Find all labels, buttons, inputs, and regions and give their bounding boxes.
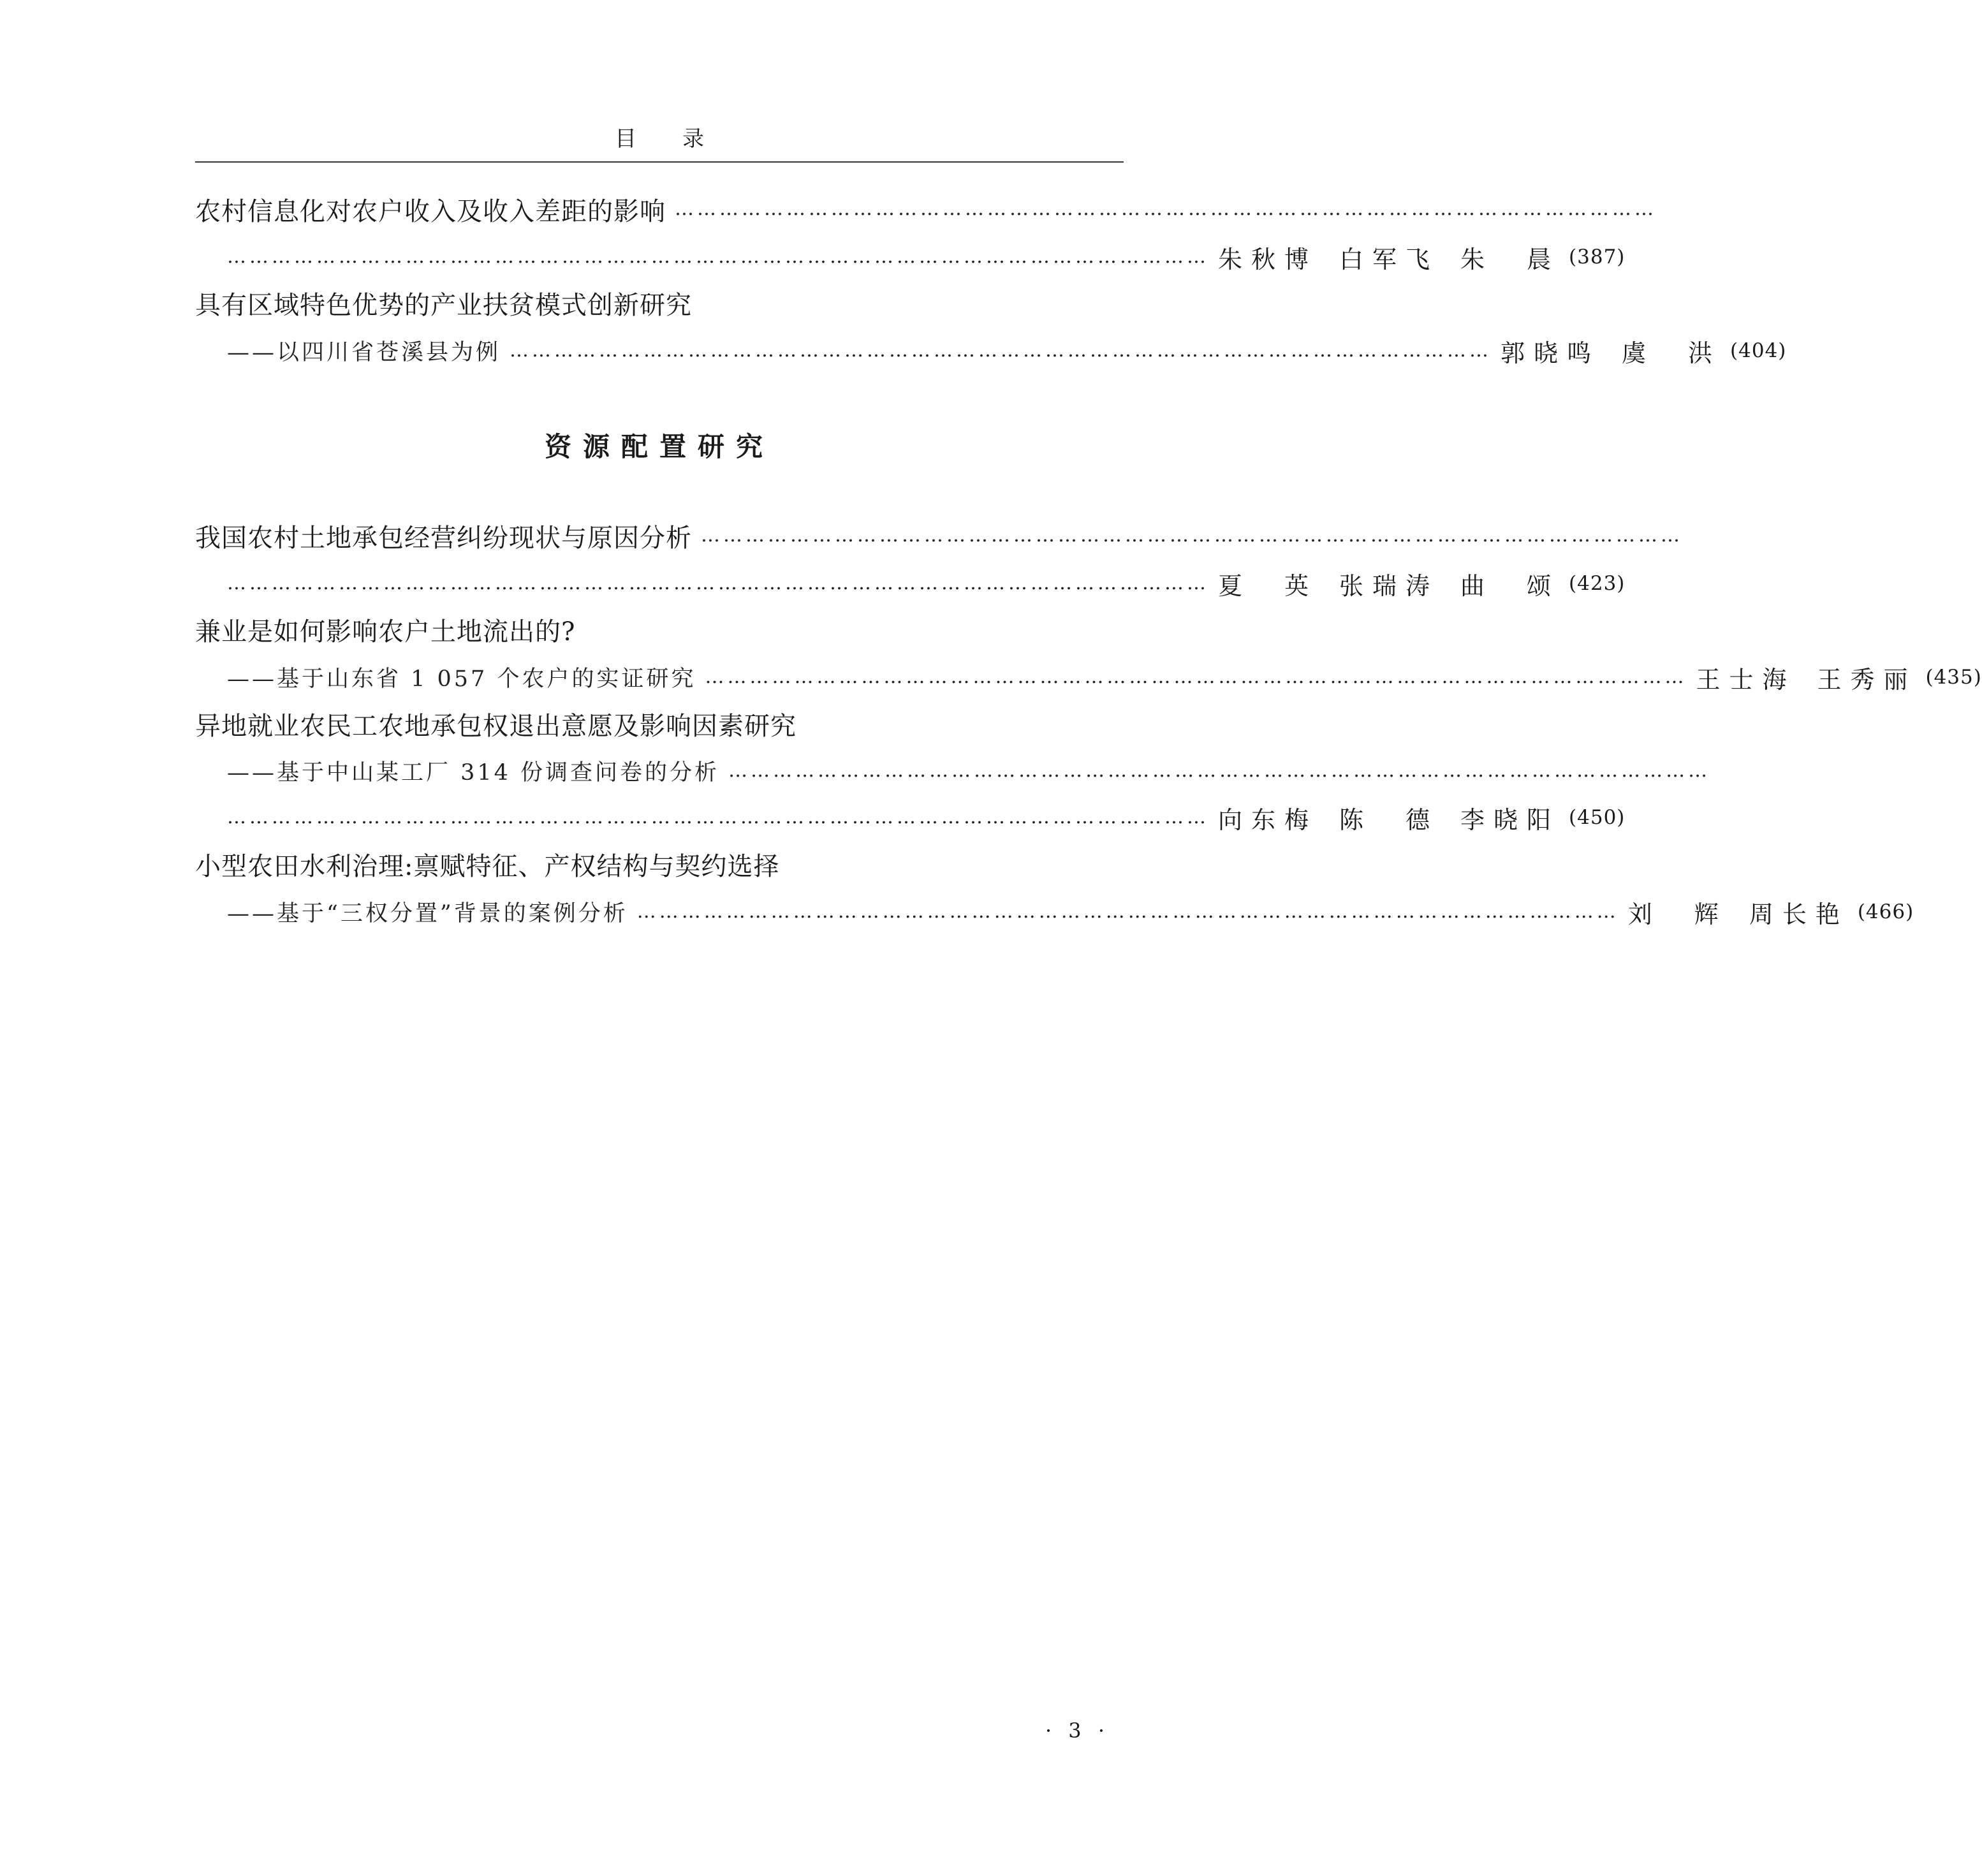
toc-entry-title[interactable] (195, 287, 1124, 319)
dot-leader: …………………………………………………………………………………………………………………… (227, 245, 1209, 268)
entry-title[interactable]: 兼业是如何影响农户土地流出的? (195, 617, 576, 647)
entry-page-number[interactable]: (450) (1569, 806, 1626, 829)
entry-title[interactable]: 农村信息化对农户收入及收入差距的影响 (195, 196, 666, 226)
dot-leader: …………………………………………………………………………………………………………………… (510, 339, 1492, 362)
entry-authors (1696, 660, 1916, 695)
toc-entry-title[interactable] (195, 193, 1657, 226)
entry-authors (1218, 240, 1560, 275)
dot-leader: …………………………………………………………………………………………………………………… (227, 572, 1209, 594)
entry-subtitle: ——基于山东省 1 057 个农户的实证研究 (227, 666, 696, 692)
toc-entry-title[interactable] (195, 613, 1124, 645)
header-rule (195, 161, 1124, 163)
entry-page-number[interactable]: (435) (1925, 666, 1982, 689)
entry-subtitle: ——基于中山某工厂 314 份调查问卷的分析 (227, 760, 720, 786)
entry-authors (1218, 566, 1560, 601)
author: 陈 德 (1339, 805, 1439, 834)
section-title: 资源配置研究 (544, 431, 774, 462)
toc-entry-meta (195, 335, 1787, 367)
entry-title[interactable]: 小型农田水利治理:禀赋特征、产权结构与契约选择 (195, 851, 780, 881)
entry-title[interactable]: 我国农村土地承包经营纠纷现状与原因分析 (195, 523, 692, 553)
toc-entry-meta (195, 241, 1626, 274)
author: 朱 晨 (1460, 245, 1560, 274)
entry-page-number[interactable]: (466) (1857, 900, 1914, 923)
header-char-1: 目 (615, 126, 636, 152)
page-number: · 3 · (1045, 1718, 1110, 1743)
toc-entry-title[interactable] (195, 520, 1683, 553)
author: 夏 英 (1218, 571, 1318, 600)
dot-leader: …………………………………………………………………………………………………………………… (636, 900, 1619, 923)
dot-leader: …………………………………………………………………………………………………………………… (227, 806, 1209, 828)
dot-leader: …………………………………………………………………………………………………………………… (701, 524, 1683, 546)
author: 李晓阳 (1460, 805, 1560, 834)
entry-page-number[interactable]: (404) (1730, 339, 1787, 362)
author: 郭晓鸣 (1501, 339, 1601, 367)
author: 王士海 (1696, 665, 1796, 694)
toc-entry-meta (195, 802, 1626, 834)
toc-entry-title[interactable] (195, 708, 1124, 740)
dot-leader: …………………………………………………………………………………………………………………… (728, 759, 1711, 782)
author: 朱秋博 (1218, 245, 1318, 274)
entry-authors (1218, 800, 1560, 835)
author: 曲 颂 (1460, 571, 1560, 600)
author: 向东梅 (1218, 805, 1318, 834)
entry-title[interactable]: 异地就业农民工农地承包权退出意愿及影响因素研究 (195, 711, 796, 741)
entry-authors (1501, 333, 1721, 369)
author: 周长艳 (1749, 900, 1849, 928)
running-header (195, 121, 1124, 152)
author: 白军飞 (1339, 245, 1439, 274)
dot-leader: …………………………………………………………………………………………………………………… (675, 198, 1657, 220)
author: 张瑞涛 (1339, 571, 1439, 600)
entry-title[interactable]: 具有区域特色优势的产业扶贫模式创新研究 (195, 290, 692, 320)
author: 刘 辉 (1627, 900, 1728, 928)
entry-page-number[interactable]: (387) (1569, 245, 1626, 268)
dot-leader: …………………………………………………………………………………………………………………… (705, 666, 1687, 688)
toc-entry-meta (195, 661, 1982, 694)
entry-subtitle: ——以四川省苍溪县为例 (227, 340, 501, 365)
entry-authors (1628, 895, 1849, 930)
entry-subtitle: ——基于“三权分置”背景的案例分析 (227, 901, 628, 927)
toc-entry-meta (195, 896, 1914, 928)
toc-entry-subtitle-line (195, 755, 1711, 787)
entry-page-number[interactable]: (423) (1569, 572, 1626, 595)
author: 虞 洪 (1622, 339, 1722, 367)
toc-entry-title[interactable] (195, 848, 1124, 880)
toc-entry-meta (195, 568, 1626, 600)
header-char-2: 录 (682, 126, 704, 152)
author: 王秀丽 (1817, 665, 1917, 694)
